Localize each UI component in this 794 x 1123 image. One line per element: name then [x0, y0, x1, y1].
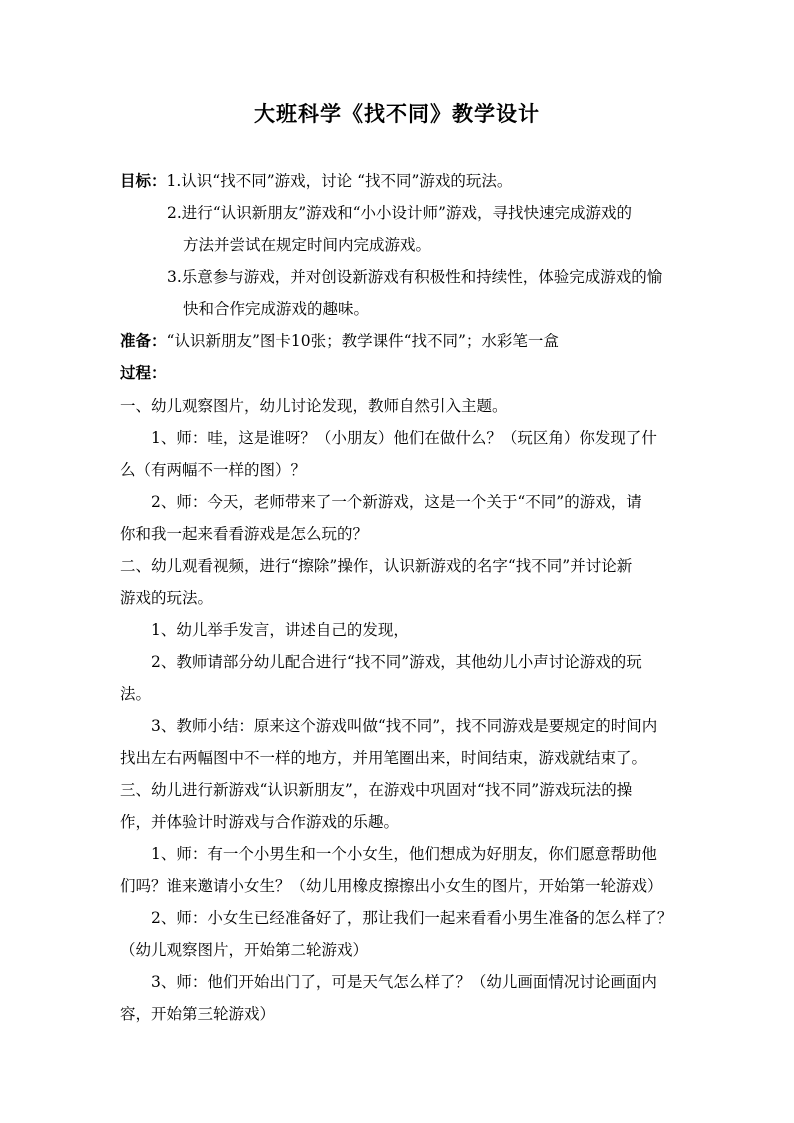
process-line: 们吗？谁来邀请小女生？（幼儿用橡皮擦擦出小女生的图片，开始第一轮游戏）: [120, 877, 663, 895]
process-line: 法。: [120, 685, 152, 703]
process-section-2: 二、幼儿观看视频，进行“擦除”操作，认识新游戏的名字“找不同”并讨论新: [120, 557, 633, 575]
process-line: 3、师：他们开始出门了，可是天气怎么样了？（幼儿画面情况讨论画面内: [151, 973, 657, 991]
process-line: 游戏的玩法。: [120, 589, 214, 607]
process-line: 作，并体验计时游戏与合作游戏的乐趣。: [120, 813, 400, 831]
process-label: 过程：: [120, 363, 167, 382]
process-line: 2、教师请部分幼儿配合进行“找不同”游戏，其他幼儿小声讨论游戏的玩: [151, 653, 642, 671]
process-line: 你和我一起来看看游戏是怎么玩的？: [120, 525, 369, 543]
process-line: 2、师：小女生已经准备好了，那让我们一起来看看小男生准备的怎么样了？: [151, 909, 673, 927]
document-title: 大班科学《找不同》教学设计: [254, 101, 540, 126]
process-line: 1、师：哇，这是谁呀？（小朋友）他们在做什么？（玩区角）你发现了什: [151, 429, 657, 447]
goal-item-3: 3.乐意参与游戏，并对创设新游戏有积极性和持续性，体验完成游戏的愉: [167, 268, 663, 286]
process-section-1: 一、幼儿观察图片，幼儿讨论发现，教师自然引入主题。: [120, 397, 508, 415]
goals-label: 目标：: [120, 171, 167, 190]
prep-label: 准备：: [120, 331, 167, 350]
goal-item-3-cont: 快和合作完成游戏的趣味。: [183, 300, 370, 318]
prep-text: “认识新朋友”图卡10张；教学课件“找不同”；水彩笔一盒: [166, 332, 559, 350]
goal-item-1: 1.认识“找不同”游戏，讨论 “找不同”游戏的玩法。: [166, 172, 513, 190]
process-line: 找出左右两幅图中不一样的地方，并用笔圈出来，时间结束，游戏就结束了。: [120, 749, 648, 767]
process-line: 1、师：有一个小男生和一个小女生，他们想成为好朋友，你们愿意帮助他: [151, 845, 657, 863]
goals-line-1: [120, 171, 512, 191]
process-line: 3、教师小结：原来这个游戏叫做“找不同”，找不同游戏是要规定的时间内: [151, 717, 658, 735]
prep-line: [120, 331, 559, 351]
process-line: 1、幼儿举手发言，讲述自己的发现，: [151, 621, 409, 639]
process-line: （幼儿观察图片，开始第二轮游戏）: [120, 941, 369, 959]
process-section-3: 三、幼儿进行新游戏“认识新朋友”，在游戏中巩固对“找不同”游戏玩法的操: [120, 781, 633, 799]
goal-item-2: 2.进行“认识新朋友”游戏和“小小设计师”游戏，寻找快速完成游戏的: [167, 204, 632, 222]
goal-item-2-cont: 方法并尝试在规定时间内完成游戏。: [183, 236, 432, 254]
process-line: 容，开始第三轮游戏）: [120, 1005, 276, 1023]
process-line: 么（有两幅不一样的图）？: [120, 461, 307, 479]
process-line: 2、师：今天，老师带来了一个新游戏，这是一个关于“不同”的游戏，请: [151, 493, 642, 511]
